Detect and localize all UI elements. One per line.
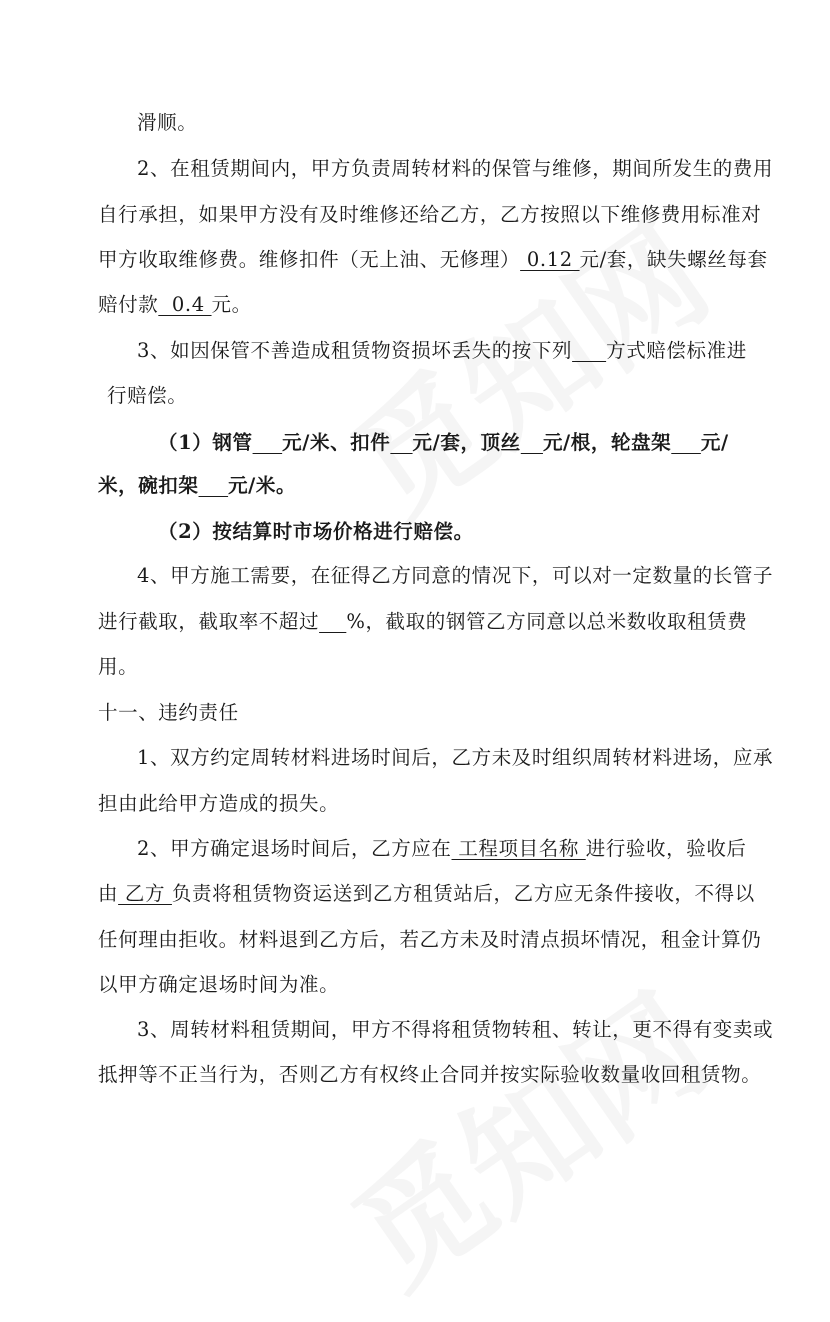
fill-in-blank: 工程项目名称 (451, 837, 586, 860)
text-run: 由 (98, 882, 119, 905)
fill-in-blank (319, 610, 346, 633)
text-line-l13 (98, 654, 138, 680)
text-run: 滑顺。 (137, 111, 198, 134)
text-run: 元/ (700, 431, 729, 454)
text-run: 任何理由拒收。材料退到乙方后，若乙方未及时清点损坏情况，租金计算仍 (98, 928, 762, 951)
text-line-l09 (98, 473, 296, 499)
text-line-l07 (107, 383, 187, 409)
text-line-l20 (98, 972, 339, 998)
text-run: 米，碗扣架 (98, 474, 199, 497)
text-line-l02 (137, 156, 773, 182)
text-run: （1）钢管 (158, 431, 253, 454)
text-run: 赔付款 (98, 293, 159, 316)
fill-in-blank (199, 474, 229, 497)
watermark (312, 945, 739, 1322)
text-run: 元。 (211, 293, 252, 316)
text-run: 2、在租赁期间内，甲方负责周转材料的保管与维修，期间所发生的费用 (137, 157, 774, 180)
text-line-l01 (137, 110, 197, 136)
text-run: 自行承担，如果甲方没有及时维修还给乙方，乙方按照以下维修费用标准对 (98, 203, 762, 226)
text-line-l05 (98, 292, 252, 318)
text-run: 2、甲方确定退场时间后，乙方应在 (137, 837, 452, 860)
fill-in-blank: 0.12 (520, 248, 580, 271)
fill-in-blank: 0.4 (158, 293, 212, 316)
text-run: 1、双方约定周转材料进场时间后，乙方未及时组织周转材料进场，应承 (137, 746, 774, 769)
text-run: 3、如因保管不善造成租赁物资损坏丢失的按下列 (137, 339, 573, 362)
text-run: 元/套，缺失螺丝每套 (579, 248, 768, 271)
text-line-l08 (158, 430, 729, 456)
fill-in-blank: 乙方 (118, 882, 172, 905)
text-run: 元/米。 (228, 474, 297, 497)
text-run: 元/根，轮盘架 (542, 431, 672, 454)
fill-in-blank (671, 431, 701, 454)
text-line-l14 (98, 700, 239, 726)
text-line-l11 (137, 563, 773, 589)
fill-in-blank (521, 431, 543, 454)
text-run: 进行截取，截取率不超过 (98, 610, 320, 633)
text-line-l06 (137, 338, 747, 364)
text-run: 十一、违约责任 (98, 701, 239, 724)
text-line-l12 (98, 609, 747, 635)
text-line-l15 (137, 745, 773, 771)
text-line-l17 (137, 836, 747, 862)
text-run: 3、周转材料租赁期间，甲方不得将租赁物转租、转让，更不得有变卖或 (137, 1018, 774, 1041)
text-run: %，截取的钢管乙方同意以总米数收取租赁费 (346, 610, 748, 633)
text-run: 担由此给甲方造成的损失。 (98, 792, 340, 815)
text-line-l18 (98, 881, 755, 907)
text-line-l22 (98, 1062, 761, 1088)
text-run: 用。 (98, 655, 139, 678)
text-line-l16 (98, 791, 339, 817)
text-run: 元/套，顶丝 (412, 431, 521, 454)
text-line-l04 (98, 247, 768, 273)
text-line-l21 (137, 1017, 773, 1043)
fill-in-blank (390, 431, 412, 454)
text-run: 甲方收取维修费。维修扣件（无上油、无修理） (98, 248, 521, 271)
text-run: 负责将租赁物资运送到乙方租赁站后，乙方应无条件接收，不得以 (171, 882, 755, 905)
text-run: 行赔偿。 (107, 384, 188, 407)
text-line-l10 (158, 519, 474, 545)
text-run: 元/米、扣件 (282, 431, 391, 454)
text-line-l03 (98, 202, 761, 228)
fill-in-blank (572, 339, 606, 362)
text-run: 进行验收，验收后 (585, 837, 747, 860)
text-run: 以甲方确定退场时间为准。 (98, 973, 340, 996)
text-line-l19 (98, 927, 761, 953)
text-run: 方式赔偿标准进 (606, 339, 747, 362)
text-run: 4、甲方施工需要，在征得乙方同意的情况下，可以对一定数量的长管子 (137, 564, 774, 587)
fill-in-blank (253, 431, 283, 454)
text-run: （2）按结算时市场价格进行赔偿。 (158, 520, 474, 543)
text-run: 抵押等不正当行为，否则乙方有权终止合同并按实际验收数量收回租赁物。 (98, 1063, 762, 1086)
